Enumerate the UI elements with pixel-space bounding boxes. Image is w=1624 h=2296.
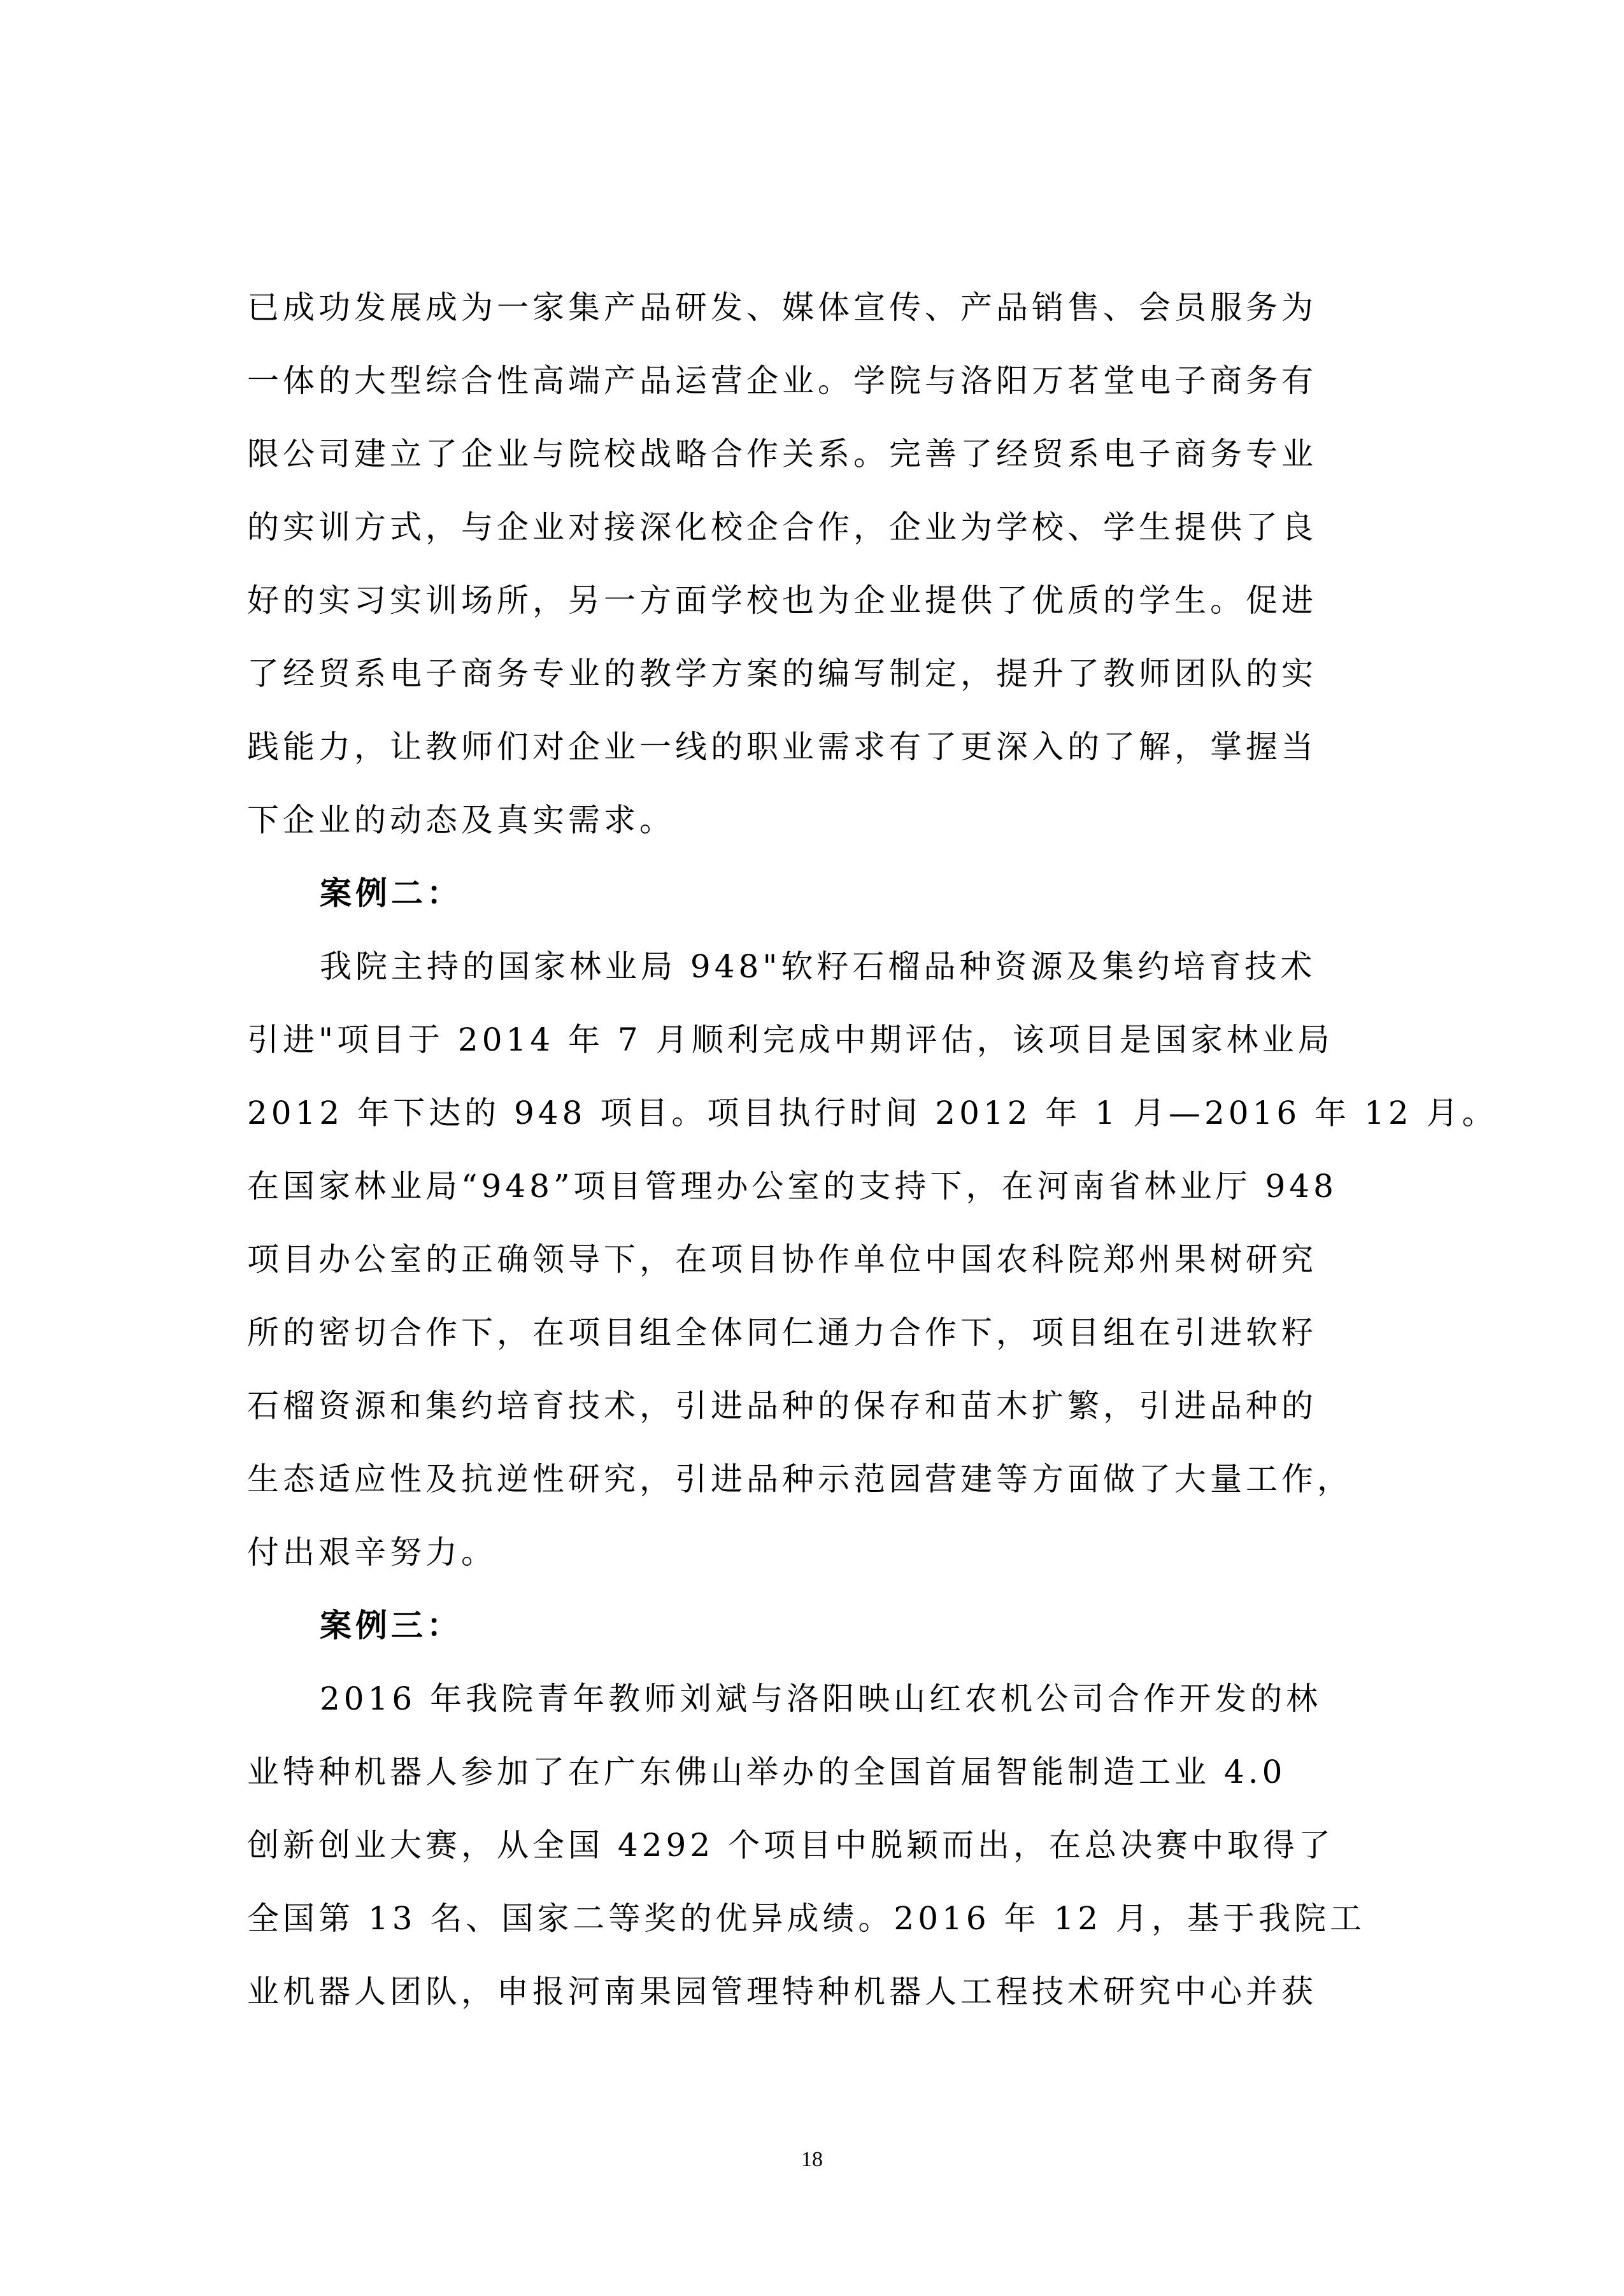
- body-text-line: 践能力，让教师们对企业一线的职业需求有了更深入的了解，掌握当: [247, 728, 1317, 765]
- body-text-line: 2012 年下达的 948 项目。项目执行时间 2012 年 1 月—2016 年 12 月。: [247, 1095, 1498, 1131]
- body-text-line: 的实训方式，与企业对接深化校企合作，企业为学校、学生提供了良: [247, 509, 1317, 546]
- body-text-line: 下企业的动态及真实需求。: [247, 802, 675, 839]
- section-heading-case-2: 案例二：: [320, 874, 462, 912]
- page-number: 18: [801, 2148, 823, 2171]
- body-text-line: 2016 年我院青年教师刘斌与洛阳映山红农机公司合作开发的林: [320, 1680, 1322, 1717]
- body-text-line: 所的密切合作下，在项目组全体同仁通力合作下，项目组在引进软籽: [247, 1314, 1317, 1351]
- section-heading-case-3: 案例三：: [320, 1606, 462, 1644]
- body-text-line: 一体的大型综合性高端产品运营企业。学院与洛阳万茗堂电子商务有: [247, 362, 1317, 399]
- body-text-line: 生态适应性及抗逆性研究，引进品种示范园营建等方面做了大量工作，: [247, 1461, 1353, 1498]
- body-text-line: 项目办公室的正确领导下，在项目协作单位中国农科院郑州果树研究: [247, 1241, 1317, 1278]
- body-text-line: 引进"项目于 2014 年 7 月顺利完成中期评估，该项目是国家林业局: [247, 1021, 1334, 1058]
- body-text-line: 业机器人团队，申报河南果园管理特种机器人工程技术研究中心并获: [247, 1973, 1317, 2010]
- body-text-line: 创新创业大赛，从全国 4292 个项目中脱颖而出，在总决赛中取得了: [247, 1827, 1335, 1864]
- body-text-line: 了经贸系电子商务专业的教学方案的编写制定，提升了教师团队的实: [247, 655, 1317, 692]
- body-text-line: 石榴资源和集约培育技术，引进品种的保存和苗木扩繁，引进品种的: [247, 1387, 1317, 1424]
- body-text-line: 好的实习实训场所，另一方面学校也为企业提供了优质的学生。促进: [247, 582, 1317, 619]
- body-text-line: 付出艰辛努力。: [247, 1534, 497, 1571]
- body-text-line: 我院主持的国家林业局 948"软籽石榴品种资源及集约培育技术: [320, 948, 1316, 985]
- body-text-line: 已成功发展成为一家集产品研发、媒体宣传、产品销售、会员服务为: [247, 289, 1317, 326]
- body-text-line: 在国家林业局“948”项目管理办公室的支持下，在河南省林业厅 948: [247, 1168, 1337, 1205]
- body-text-line: 全国第 13 名、国家二等奖的优异成绩。2016 年 12 月，基于我院工: [247, 1900, 1365, 1937]
- body-text-line: 业特种机器人参加了在广东佛山举办的全国首届智能制造工业 4.0: [247, 1754, 1286, 1790]
- body-text-line: 限公司建立了企业与院校战略合作关系。完善了经贸系电子商务专业: [247, 436, 1317, 472]
